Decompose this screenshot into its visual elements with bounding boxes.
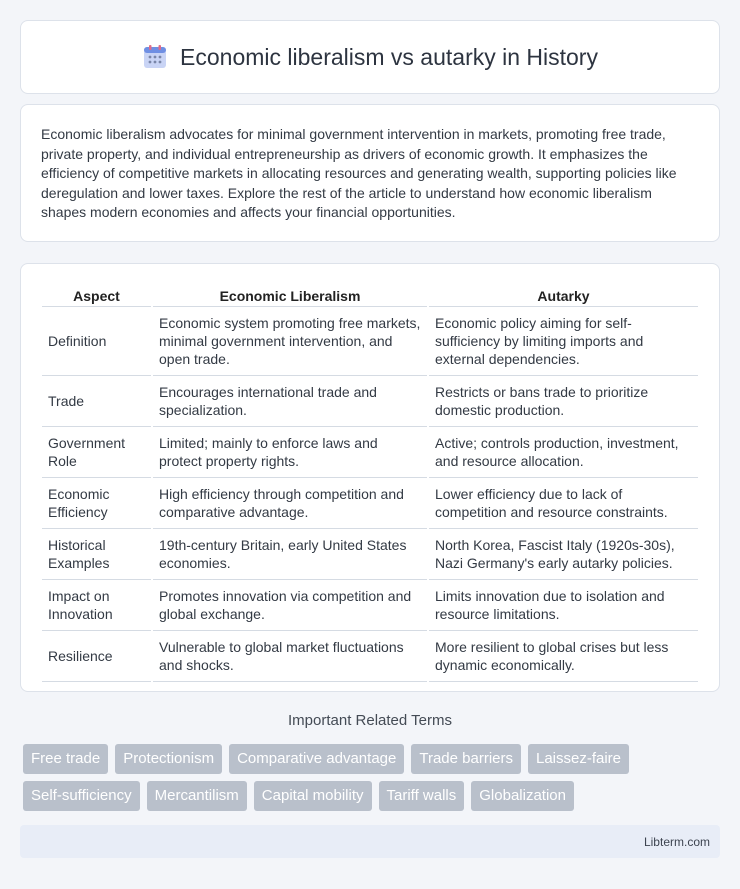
table-row <box>42 376 698 427</box>
row-liberalism: Vulnerable to global market fluctuations and shocks. <box>152 631 428 682</box>
table-row <box>42 580 698 631</box>
table-row <box>42 529 698 580</box>
row-aspect: Impact on Innovation <box>42 580 152 631</box>
row-autarky: Limits innovation due to isolation and resource limitations. <box>428 580 698 631</box>
row-liberalism: Encourages international trade and specialization. <box>152 376 428 427</box>
table-row <box>42 307 698 376</box>
intro-card <box>20 104 720 242</box>
row-aspect: Economic Efficiency <box>42 478 152 529</box>
row-autarky: Lower efficiency due to lack of competition and resource constraints. <box>428 478 698 529</box>
tag-self-sufficiency[interactable]: Self-sufficiency <box>23 781 140 811</box>
footer <box>20 825 720 858</box>
title-card <box>20 20 720 94</box>
header-economic-liberalism: Economic Liberalism <box>152 284 428 307</box>
tag-comparative-advantage[interactable]: Comparative advantage <box>229 744 404 774</box>
row-autarky: Restricts or bans trade to prioritize domestic production. <box>428 376 698 427</box>
table-header-row <box>42 284 698 307</box>
tag-free-trade[interactable]: Free trade <box>23 744 108 774</box>
row-aspect: Definition <box>42 307 152 376</box>
tag-laissez-faire[interactable]: Laissez-faire <box>528 744 629 774</box>
tag-mercantilism[interactable]: Mercantilism <box>147 781 247 811</box>
related-terms-list <box>23 744 723 818</box>
row-liberalism: 19th-century Britain, early United States economies. <box>152 529 428 580</box>
row-autarky: More resilient to global crises but less dynamic economically. <box>428 631 698 682</box>
table-row <box>42 427 698 478</box>
footer-site-link[interactable]: Libterm.com <box>643 834 710 849</box>
header-aspect: Aspect <box>42 284 152 307</box>
row-liberalism: Limited; mainly to enforce laws and protect property rights. <box>152 427 428 478</box>
row-aspect: Resilience <box>42 631 152 682</box>
comparison-table <box>42 284 698 682</box>
table-row <box>42 478 698 529</box>
comparison-card <box>20 263 720 692</box>
calendar-icon <box>142 44 168 70</box>
row-liberalism: High efficiency through competition and comparative advantage. <box>152 478 428 529</box>
row-aspect: Government Role <box>42 427 152 478</box>
tag-capital-mobility[interactable]: Capital mobility <box>254 781 372 811</box>
tag-protectionism[interactable]: Protectionism <box>115 744 222 774</box>
tag-globalization[interactable]: Globalization <box>471 781 574 811</box>
row-autarky: Economic policy aiming for self-sufficiency by limiting imports and external dependencies. <box>428 307 698 376</box>
tag-trade-barriers[interactable]: Trade barriers <box>411 744 521 774</box>
tag-tariff-walls[interactable]: Tariff walls <box>379 781 465 811</box>
table-row <box>42 631 698 682</box>
row-aspect: Trade <box>42 376 152 427</box>
related-terms-title: Important Related Terms <box>288 712 452 729</box>
header-autarky: Autarky <box>428 284 698 307</box>
page-title: Economic liberalism vs autarky in History <box>180 43 598 70</box>
row-aspect: Historical Examples <box>42 529 152 580</box>
row-liberalism: Economic system promoting free markets, minimal government intervention, and open trade. <box>152 307 428 376</box>
row-autarky: North Korea, Fascist Italy (1920s-30s), Nazi Germany's early autarky policies. <box>428 529 698 580</box>
row-autarky: Active; controls production, investment, and resource allocation. <box>428 427 698 478</box>
intro-text: Economic liberalism advocates for minimal government intervention in markets, promoting free trade, private property, and individual entrepreneurship as drivers of economic growth. It emphasizes the efficiency of competitive markets in allocating resources and generating wealth, supporting policies like deregulation and lower taxes. Explore the rest of the article to understand how economic liberalism shapes modern economies and affects your financial opportunities. <box>41 126 677 221</box>
row-liberalism: Promotes innovation via competition and global exchange. <box>152 580 428 631</box>
